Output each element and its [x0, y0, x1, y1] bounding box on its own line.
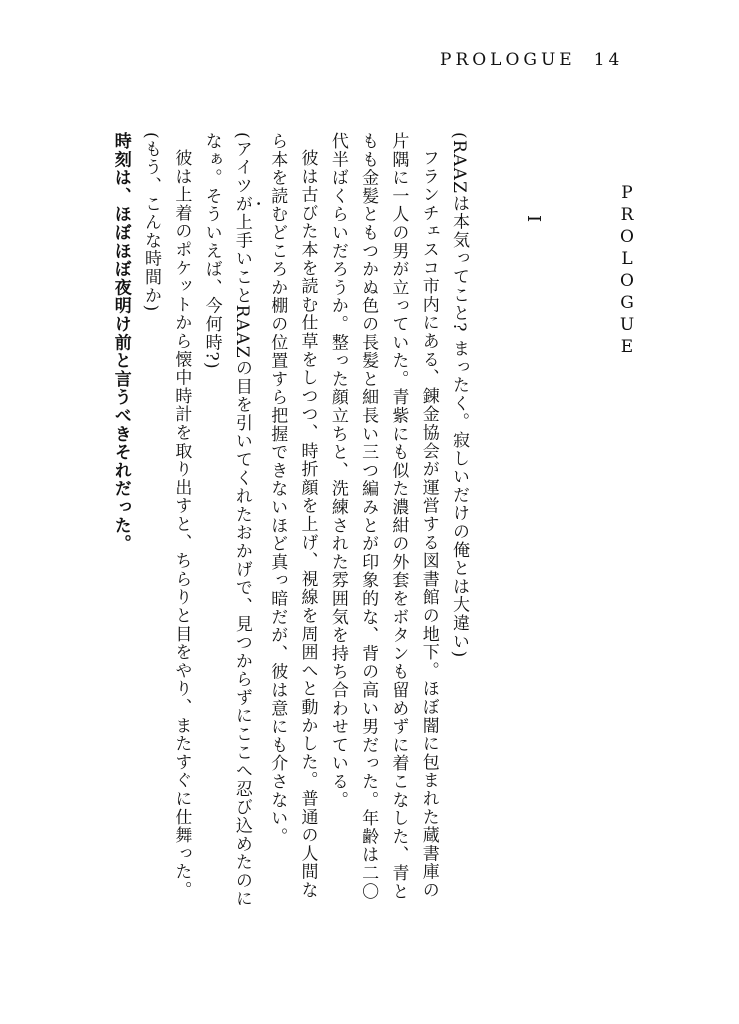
- page-number: 14: [593, 50, 624, 70]
- chapter-title: PROLOGUE: [617, 183, 637, 359]
- paragraph-4-start: (アイツ: [231, 132, 252, 195]
- body-text: [84, 132, 474, 912]
- paragraph-7: 時刻は、ほぼほぼ夜明け前と言うべきそれだった。: [110, 132, 131, 553]
- paragraph-1: (RAAZは本気ってこと? まったく。寂しいだけの俺とは大違い): [449, 132, 469, 659]
- section-number: I: [523, 215, 544, 223]
- running-header: [440, 50, 700, 70]
- paragraph-6: (もう、こんな時間か): [141, 132, 162, 313]
- paragraph-3: 彼は古びた本を読む仕草をしつつ、時折顔を上げ、視線を周囲へと動かした。普通の人間なら本を読むどころか棚の位置すら把握できないほど真っ暗だが、彼は意にも介さない。: [267, 132, 318, 900]
- paragraph-5: 彼は上着のポケットから懐中時計を取り出すと、ちらりと目をやり、またすぐに仕舞った。: [171, 149, 192, 900]
- paragraph-2: フランチェスコ市内にある、錬金協会が運営する図書館の地下。ほぼ闇に包まれた蔵書庫の片隅に一人の男が立っていた。青紫にも似た濃紺の外套をボタンも留めずに着こなした、青ともも金髪ともつかぬ色の長髪と細長い三つ編みとが印象的な、背の高い男だった。年齢は二〇代半ばくらいだろうか。整った顔立ちと、洗練された雰囲気を持ち合わせている。: [327, 132, 439, 901]
- running-title: PROLOGUE: [440, 50, 576, 70]
- emphasis-dots: が: [231, 194, 252, 214]
- paragraph-4-end: 上手いことRAAZの目を引いてくれたおかげで、見つからずにここへ忍び込めたのになぁ。そういえば、今何時?): [201, 132, 252, 909]
- paragraph-4: [196, 132, 262, 912]
